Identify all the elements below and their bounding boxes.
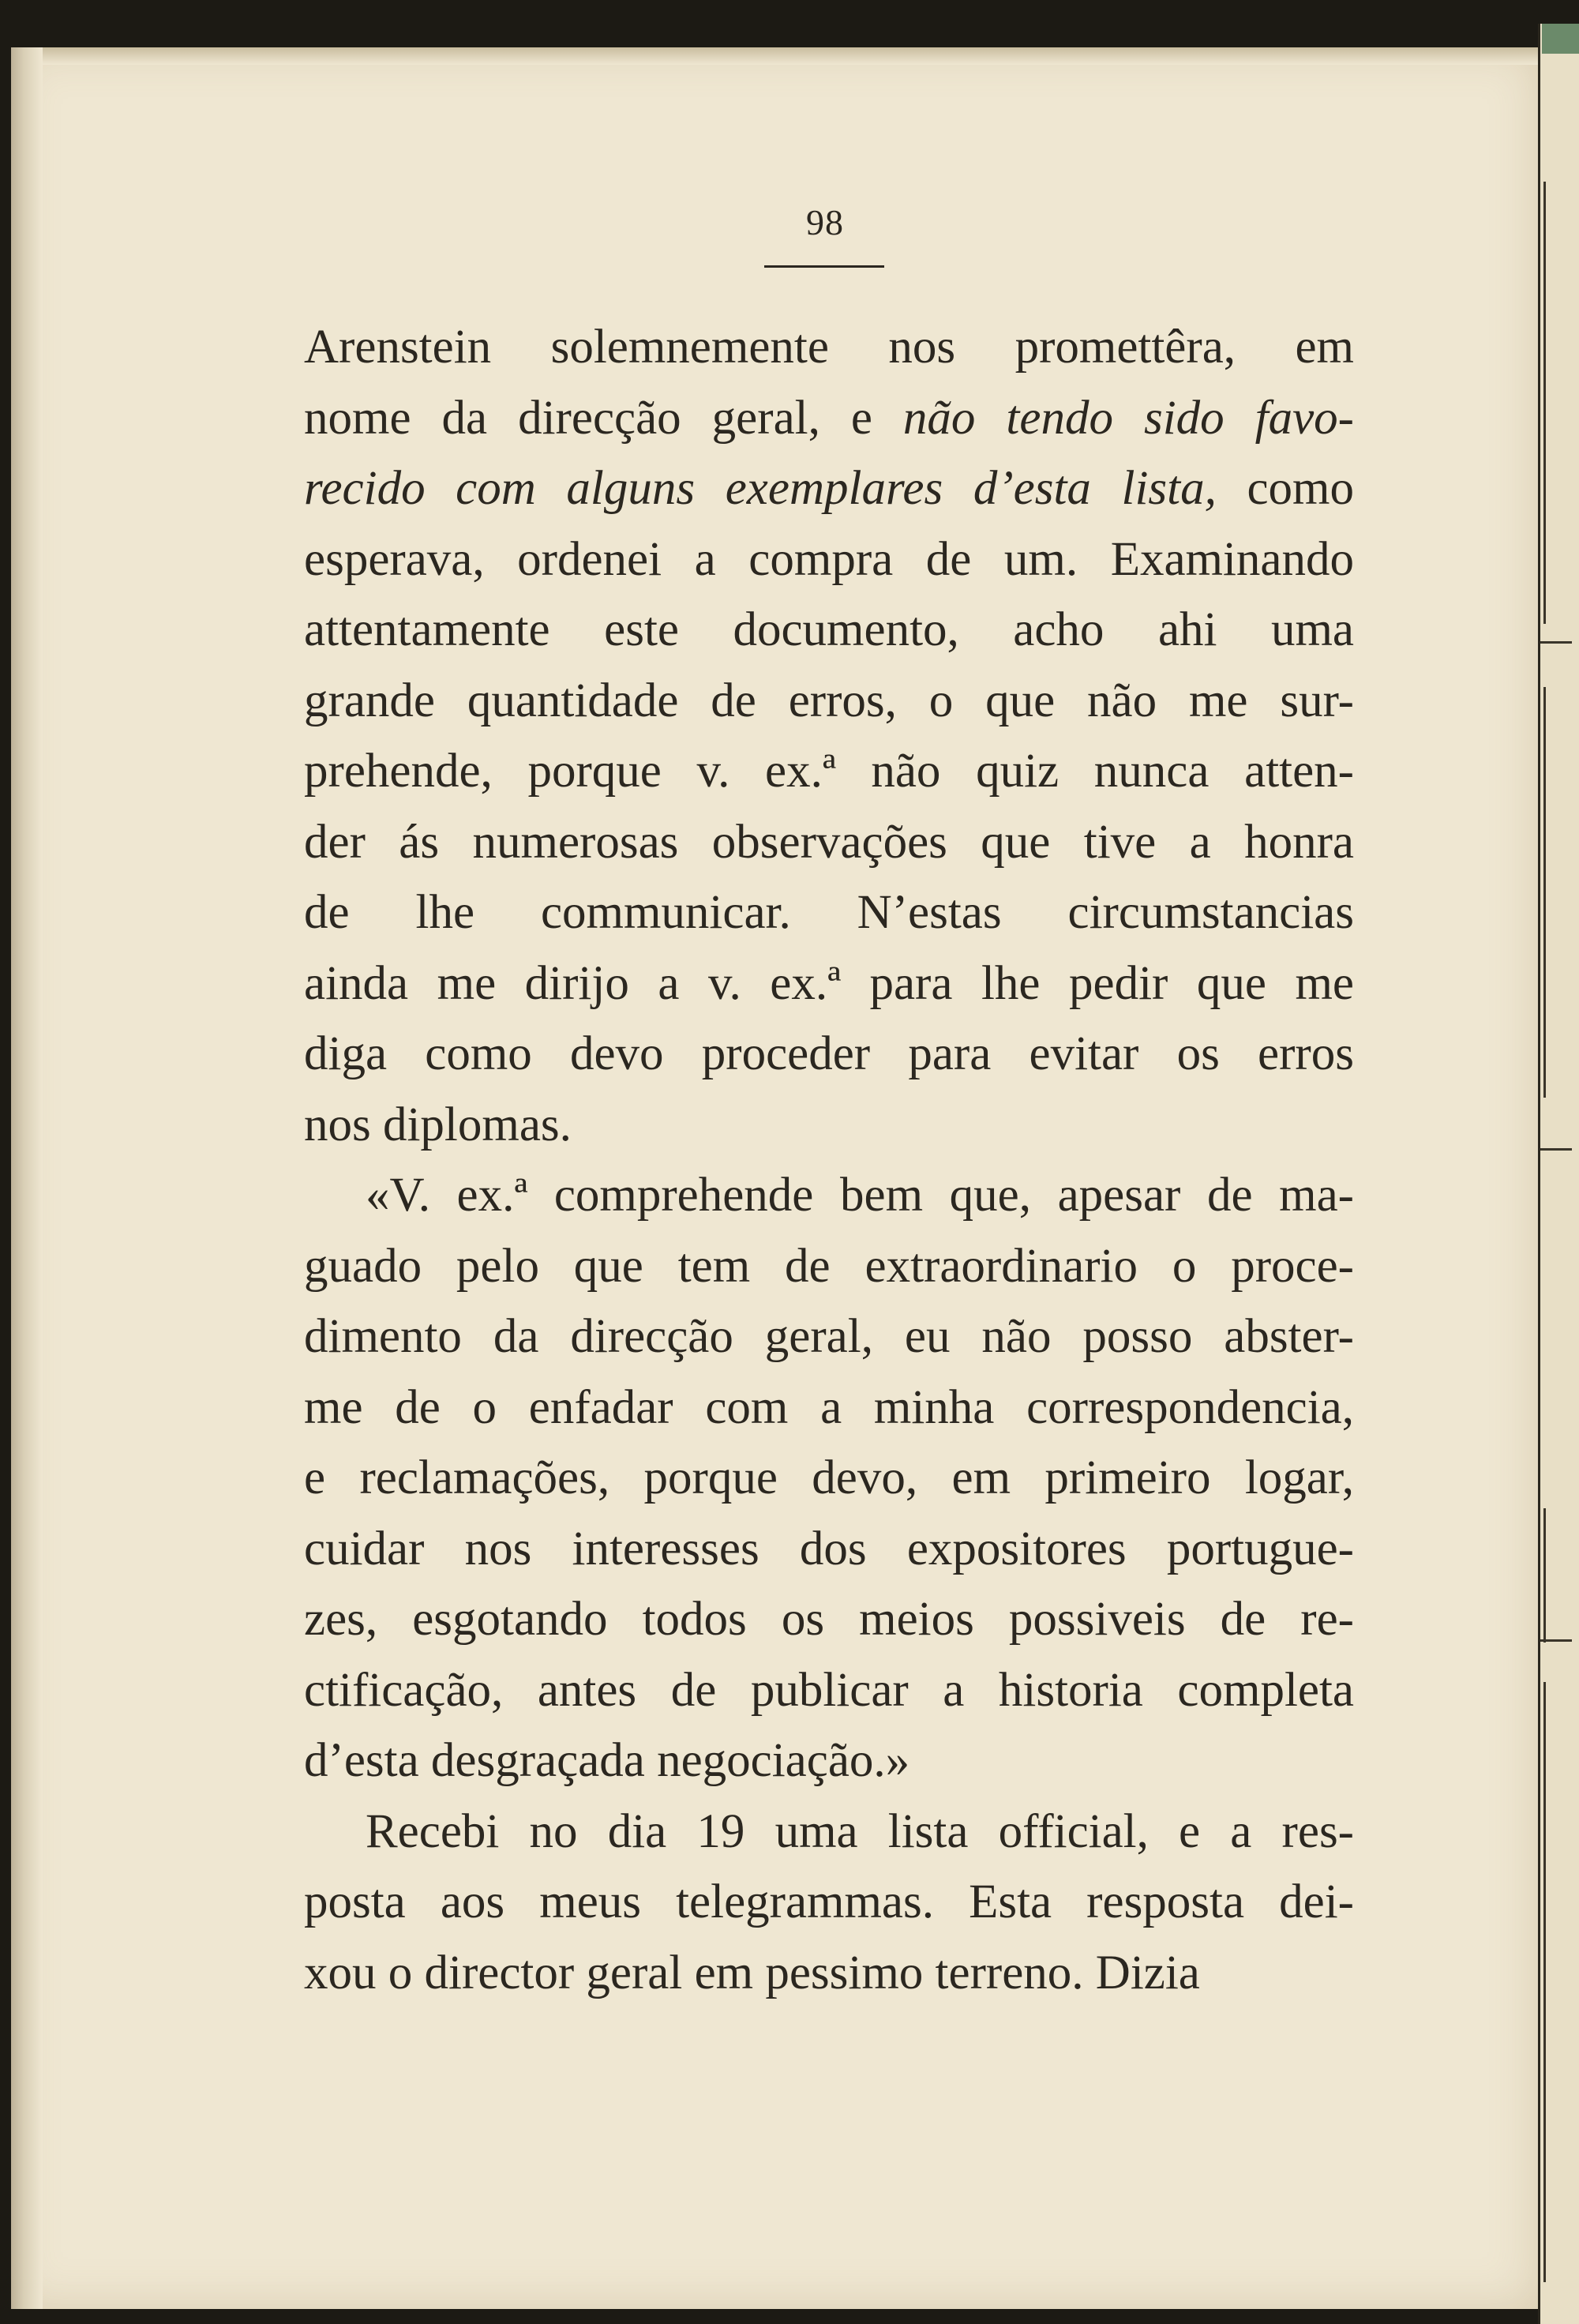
text-run: «V. ex.ª comprehende bem que, apesar de ma-: [366, 1169, 1354, 1222]
text-run: der ás numerosas observações que tive a honra: [304, 815, 1354, 869]
text-run: xou o director geral em pessimo terreno. Dizia: [304, 1946, 1200, 1999]
text-run: prehende, porque v. ex.ª não quiz nunca atten-: [304, 745, 1354, 798]
text-line: [304, 948, 1354, 1019]
paragraph: [304, 1797, 1354, 2009]
page-gutter-shadow: [11, 47, 43, 2309]
text-line: [304, 1867, 1354, 1938]
text-line: [304, 1725, 1354, 1797]
margin-rule: [1543, 182, 1546, 624]
margin-rule: [1543, 1682, 1546, 2282]
text-line: [304, 1090, 1354, 1161]
margin-tick: [1540, 641, 1572, 644]
text-run: posta aos meus telegrammas. Esta resposta dei-: [304, 1875, 1354, 1928]
paragraph: [304, 312, 1354, 1160]
margin-rule: [1543, 687, 1546, 1098]
text-run: esperava, ordenei a compra de um. Examinando: [304, 532, 1354, 586]
text-run: zes, esgotando todos os meios possiveis de re-: [304, 1593, 1354, 1646]
margin-tick: [1540, 1639, 1572, 1642]
page-top-shadow: [11, 47, 1539, 65]
margin-tick: [1540, 1148, 1572, 1151]
text-run: ctificação, antes de publicar a historia completa: [304, 1663, 1354, 1717]
text-run: e reclamações, porque devo, em primeiro logar,: [304, 1451, 1354, 1504]
text-run: guado pelo que tem de extraordinario o proce-: [304, 1239, 1354, 1293]
italic-run: não tendo sido favo-: [902, 391, 1354, 445]
text-run: attentamente este documento, acho ahi uma: [304, 603, 1354, 656]
text-run: diga como devo proceder para evitar os erros: [304, 1027, 1354, 1080]
text-line: [304, 666, 1354, 737]
text-run: cuidar nos interesses dos expositores portugue-: [304, 1522, 1354, 1575]
text-run: me de o enfadar com a minha correspondencia,: [304, 1380, 1354, 1434]
text-run: ainda me dirijo a v. ex.ª para lhe pedir que me: [304, 956, 1354, 1010]
text-line: [304, 1301, 1354, 1372]
text-line: [304, 1655, 1354, 1726]
text-line: [304, 1019, 1354, 1090]
text-line: [304, 1514, 1354, 1585]
text-line: [304, 524, 1354, 595]
text-run: nome da direcção geral, e: [304, 391, 903, 445]
text-line: [304, 383, 1354, 454]
text-run: d’esta desgraçada negociação.»: [304, 1734, 910, 1787]
adjacent-page-edge: [1538, 24, 1579, 2324]
text-line: [304, 877, 1354, 948]
margin-rule: [1543, 1508, 1546, 1643]
text-run: nos diplomas.: [304, 1098, 572, 1151]
text-run: Arenstein solemnemente nos promettêra, em: [304, 321, 1354, 374]
text-line: [304, 1160, 1354, 1231]
text-run: de lhe communicar. N’estas circumstancias: [304, 886, 1354, 939]
text-line: [304, 1443, 1354, 1514]
text-line: [304, 807, 1354, 878]
text-line: [304, 453, 1354, 524]
text-line: [304, 1372, 1354, 1444]
text-line: [304, 1938, 1354, 2009]
text-line: [304, 736, 1354, 807]
page-number-rule: [764, 265, 884, 268]
page-tab: [1542, 24, 1579, 54]
text-line: [304, 312, 1354, 383]
text-run: dimento da direcção geral, eu não posso abster-: [304, 1310, 1354, 1363]
paragraph: [304, 1160, 1354, 1797]
italic-run: recido com alguns exemplares d’esta lista,: [304, 462, 1217, 515]
text-line: [304, 1584, 1354, 1655]
text-line: [304, 1797, 1354, 1868]
text-line: [304, 595, 1354, 666]
text-line: [304, 1231, 1354, 1302]
text-run: como: [1216, 462, 1354, 515]
text-run: Recebi no dia 19 uma lista official, e a res-: [366, 1804, 1354, 1858]
page-number: 98: [806, 202, 844, 242]
text-run: grande quantidade de erros, o que não me sur-: [304, 674, 1354, 727]
body-text: [304, 312, 1354, 2008]
